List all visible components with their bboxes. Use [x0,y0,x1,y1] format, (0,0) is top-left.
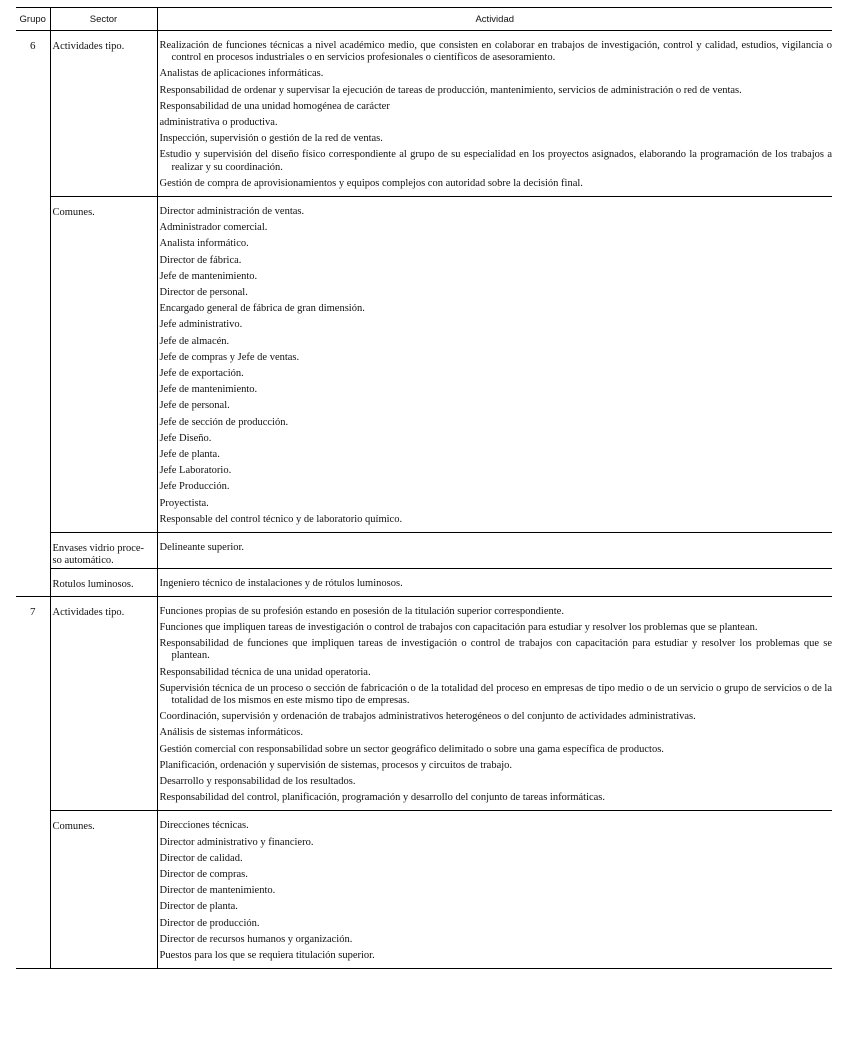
actividad-item: Jefe administrativo. [159,319,243,331]
actividad-item: Funciones propias de su profesión estando en posesión de la titulación superior correspondiente. [159,605,564,617]
actividad-item: Responsabilidad técnica de una unidad operatoria. [159,666,371,678]
actividad-item: Director de personal. [159,287,248,299]
actividad-item: Director administración de ventas. [159,206,305,218]
actividad-item: Encargado general de fábrica de gran dimensión. [159,303,365,315]
table-row [16,31,832,197]
actividad-cell [157,568,832,596]
actividad-cell [157,596,832,811]
actividad-item: Director de producción. [159,917,260,929]
actividad-item: Jefe de compras y Jefe de ventas. [159,351,300,363]
actividad-item: Responsabilidad de ordenar y supervisar la ejecución de tareas de producción, mantenimiento, servicios de administración o red de ventas. [159,84,742,96]
actividad-item: Analista informático. [159,238,249,250]
actividad-item: Estudio y supervisión del diseño físico correspondiente al grupo de su especialidad en los proyectos asignados, elaborando la programación de los trabajos a realizar y su coordinación. [159,149,832,173]
table-row [16,596,832,811]
actividad-item: Administrador comercial. [159,222,268,234]
actividad-item: Responsabilidad del control, planificación, programación y desarrollo del conjunto de tareas informáticas. [159,792,606,804]
actividad-item: Desarrollo y responsabilidad de los resultados. [159,775,356,787]
actividad-item: Jefe de exportación. [159,368,244,380]
actividad-item: Responsabilidad de funciones que impliquen tareas de investigación o control de trabajos con capacitación para estudiar y resolver los problemas que se plantean. [159,638,832,662]
grupo-cell: 6 [16,31,50,597]
actividad-item: Responsabilidad de una unidad homogénea de carácter [159,100,390,112]
actividad-item: Director de mantenimiento. [159,885,276,897]
actividad-item: Análisis de sistemas informáticos. [159,727,303,739]
actividad-item: Jefe de almacén. [159,335,230,347]
actividad-cell [157,31,832,197]
actividad-item: Analistas de aplicaciones informáticas. [159,68,324,80]
actividad-item: Gestión de compra de aprovisionamientos y equipos complejos con autoridad sobre la decisión final. [159,177,583,189]
actividad-item: Jefe de sección de producción. [159,416,289,428]
actividad-item: Jefe de mantenimiento. [159,384,258,396]
sector-cell [50,533,157,568]
actividad-item: Planificación, ordenación y supervisión de sistemas, procesos y circuitos de trabajo. [159,759,513,771]
actividad-item: Director de calidad. [159,852,243,864]
actividad-item: Jefe de mantenimiento. [159,270,258,282]
sector-label: Rotulos luminosos. [52,578,134,590]
actividad-item: administrativa o productiva. [159,117,278,129]
sector-cell [50,31,157,197]
sector-label: Comunes. [52,207,95,219]
table-row [16,533,832,568]
table-header [16,8,832,31]
actividad-item: Jefe Producción. [159,481,230,493]
actividad-item: Puestos para los que se requiera titulación superior. [159,949,375,961]
actividad-item: Ingeniero técnico de instalaciones y de rótulos luminosos. [159,577,403,589]
actividad-cell [157,533,832,568]
actividad-item: Responsable del control técnico y de laboratorio químico. [159,513,403,525]
grupo-cell: 7 [16,596,50,968]
actividad-cell [157,811,832,969]
sector-cell [50,596,157,811]
actividad-item: Director de compras. [159,868,248,880]
actividad-item: Proyectista. [159,497,209,509]
actividad-item: Jefe de planta. [159,449,220,461]
actividad-item: Jefe de personal. [159,400,230,412]
sector-cell [50,568,157,596]
actividad-item: Gestión comercial con responsabilidad sobre un sector geográfico delimitado o sobre una gama específica de productos. [159,743,664,755]
actividad-item: Director administrativo y financiero. [159,836,314,848]
actividad-item: Supervisión técnica de un proceso o sección de fabricación o de la totalidad del proceso en empresas de tipo medio o de un servicio o grupo de servicios o de la totalidad de los mismos en este mismo tipo de empresas. [159,682,832,706]
actividad-item: Funciones que impliquen tareas de investigación o control de trabajos con capacitación para estudiar y resolver los problemas que se plantean. [159,621,758,633]
table-row [16,197,832,533]
sector-label: Actividades tipo. [52,606,125,618]
table-row [16,811,832,969]
actividad-item: Director de planta. [159,901,238,913]
header-actividad: Actividad [157,8,832,31]
actividad-item: Direcciones técnicas. [159,820,249,832]
classification-table [16,7,832,969]
actividad-item: Director de recursos humanos y organización. [159,933,353,945]
header-sector: Sector [50,8,157,31]
sector-label: Envases vidrio proce- so automático. [52,543,145,567]
actividad-item: Coordinación, supervisión y ordenación de trabajos administrativos heterogéneos o del conjunto de actividades administrativas. [159,711,696,723]
header-grupo: Grupo [16,8,50,31]
actividad-item: Director de fábrica. [159,254,242,266]
actividad-item: Jefe Diseño. [159,432,212,444]
sector-cell [50,197,157,533]
sector-label: Comunes. [52,821,95,833]
actividad-item: Delineante superior. [159,542,245,554]
table-row [16,568,832,596]
actividad-item: Realización de funciones técnicas a nivel académico medio, que consisten en colaborar en trabajos de investigación, control y calidad, estudios, vigilancia o control en procesos industriales o en servicios profesionales o científicos de asesoramiento. [159,40,832,64]
actividad-cell [157,197,832,533]
actividad-item: Jefe Laboratorio. [159,465,232,477]
sector-label: Actividades tipo. [52,41,125,52]
table-body [16,31,832,969]
actividad-item: Inspección, supervisión o gestión de la red de ventas. [159,133,383,145]
sector-cell [50,811,157,969]
